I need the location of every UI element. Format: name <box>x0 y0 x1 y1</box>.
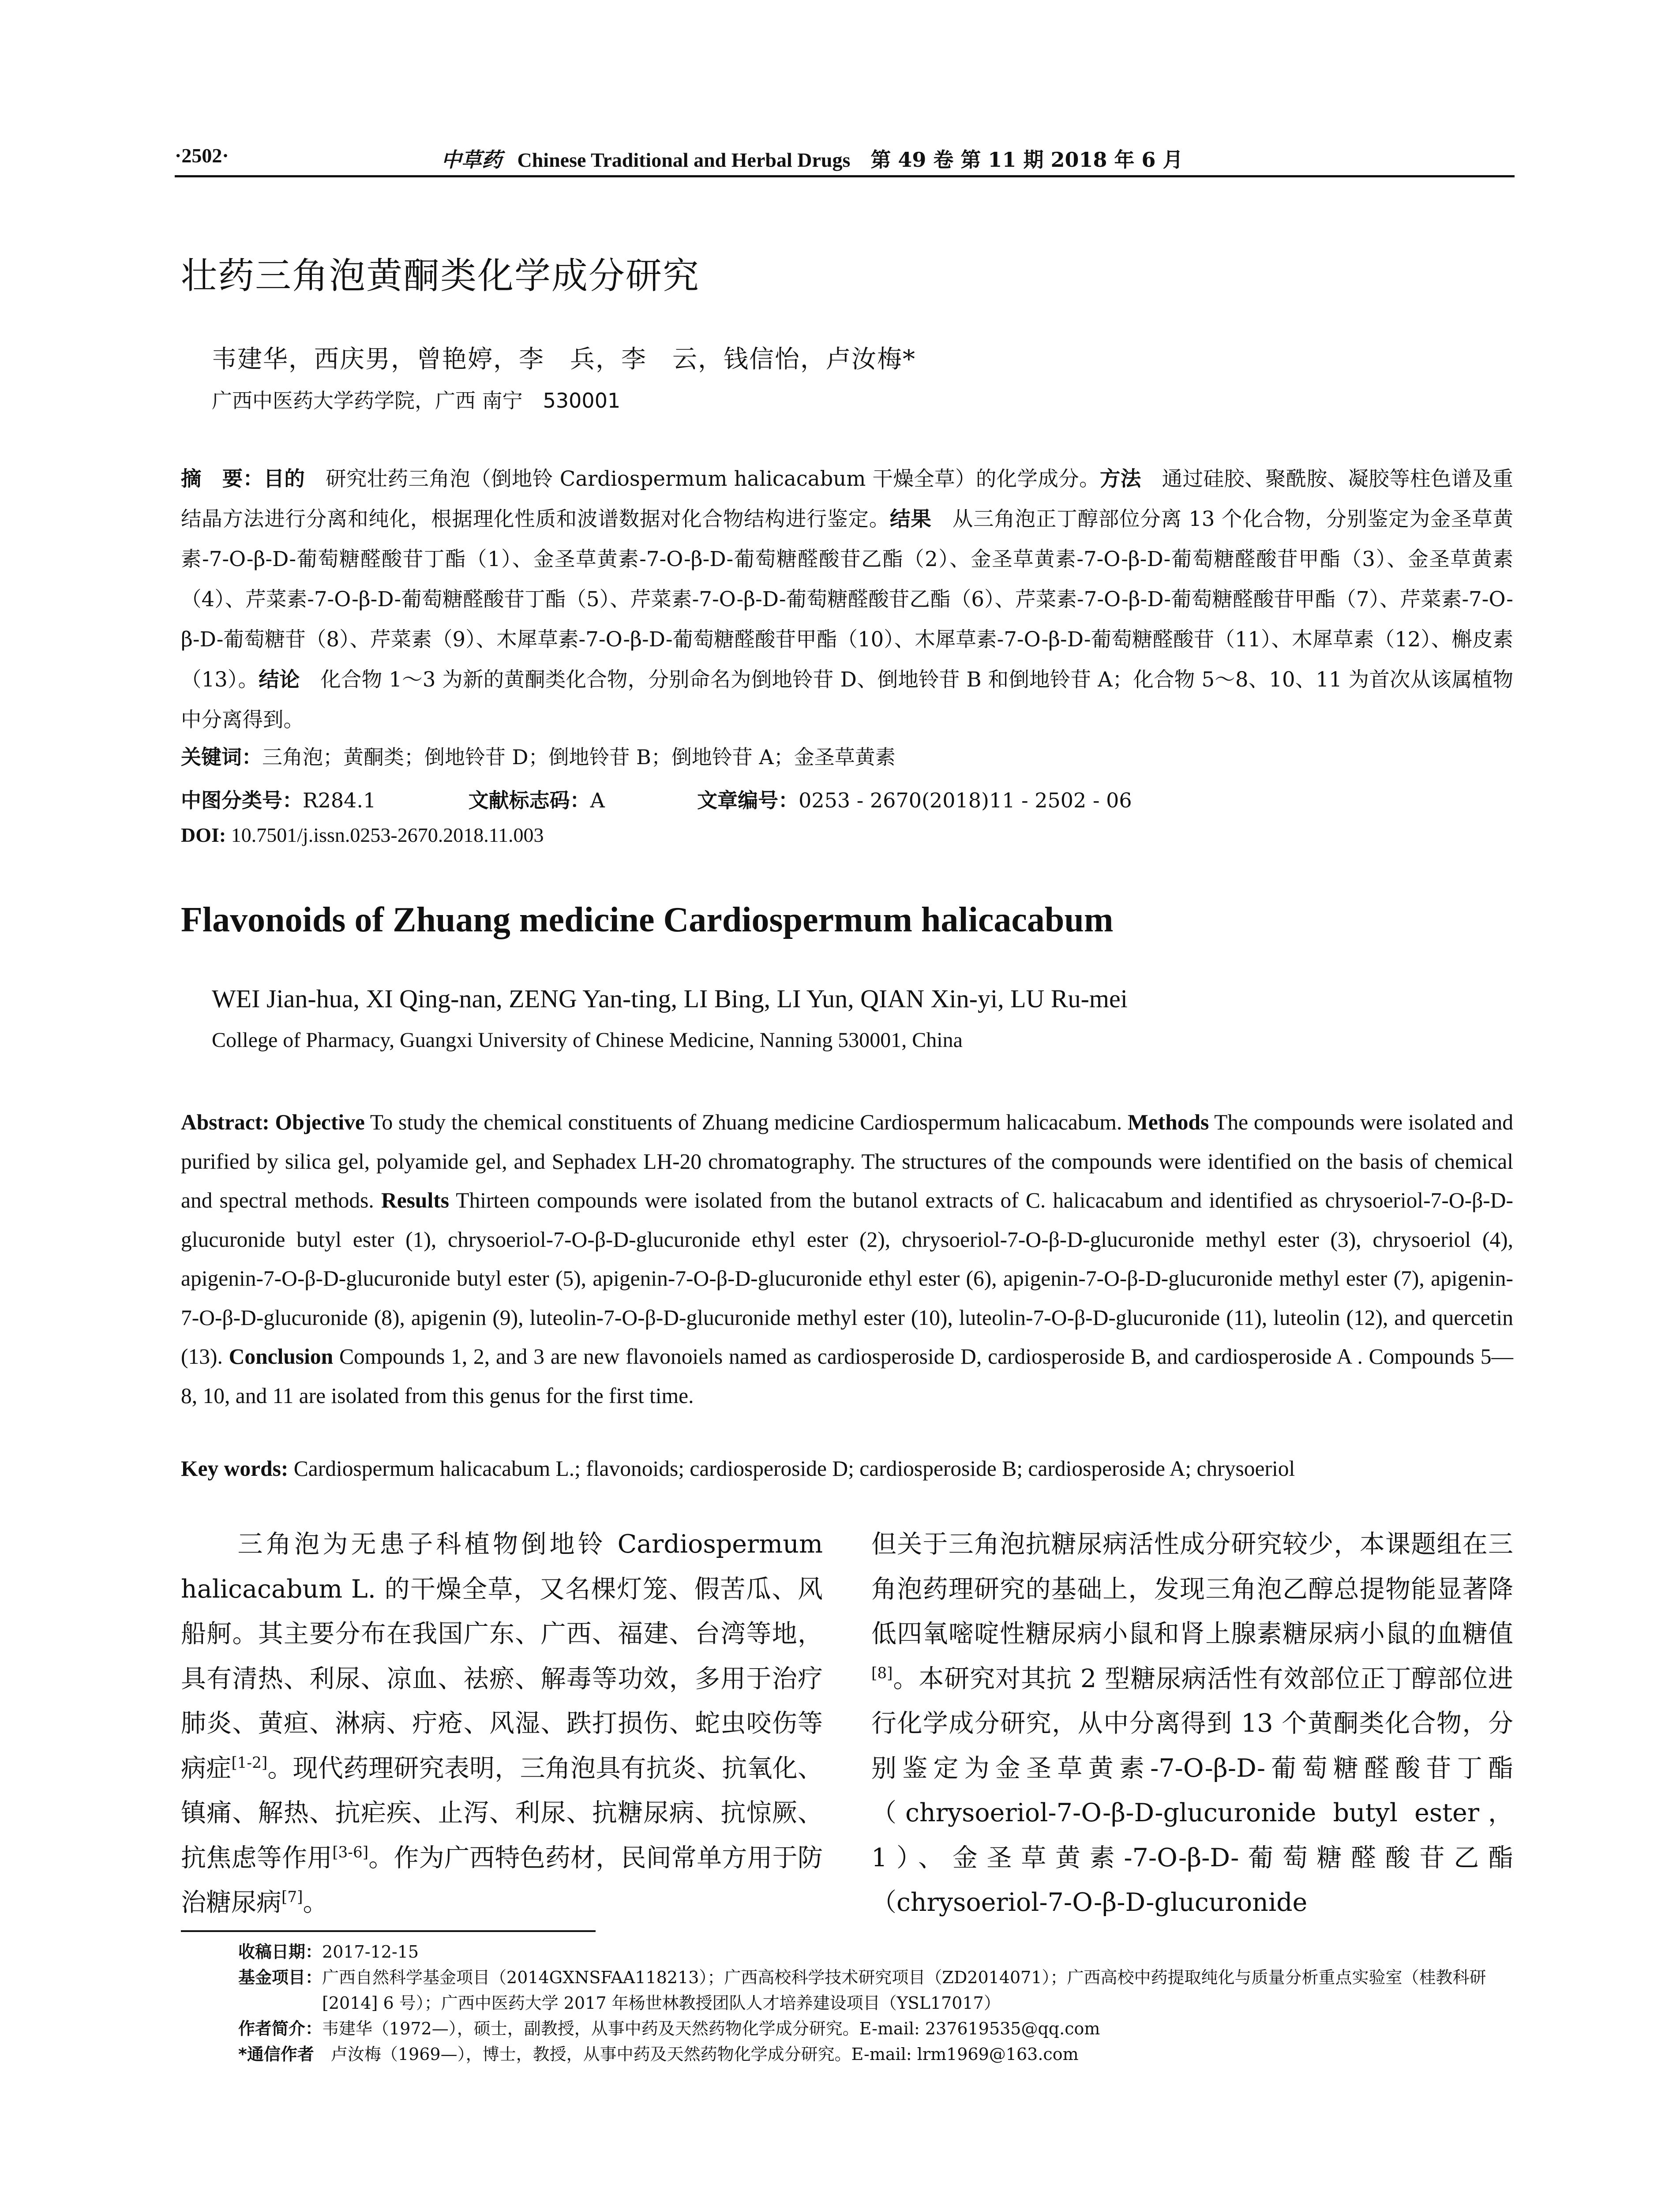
body-left-text-4: 。 <box>303 1888 328 1917</box>
doi-label: DOI: <box>181 824 226 846</box>
results-text: 从三角泡正丁醇部位分离 13 个化合物，分别鉴定为金圣草黄素-7-O-β-D-葡萄糖醛酸苷丁酯（1）、金圣草黄素-7-O-β-D-葡萄糖醛酸苷乙酯（2）、金圣草黄素-7-O-β-D-葡萄糖醛酸苷甲酯（3）、金圣草黄素（4）、芹菜素-7-O-β-D-葡萄糖醛酸苷丁酯（5）、芹菜素-7-O-β-D-葡萄糖醛酸苷乙酯（6）、芹菜素-7-O-β-D-葡萄糖醛酸苷甲酯（7）、芹菜素-7-O-β-D-葡萄糖苷（8）、芹菜素（9）、木犀草素-7-O-β-D-葡萄糖醛酸苷甲酯（10）、木犀草素-7-O-β-D-葡萄糖醛酸苷（11）、木犀草素（12）、槲皮素（13）。 <box>181 507 1514 691</box>
classification-line <box>181 784 1132 814</box>
objective-label: 目的 <box>263 467 305 491</box>
en-methods-label: Methods <box>1128 1110 1209 1134</box>
received-label: 收稿日期： <box>238 1942 322 1962</box>
en-methods-text: The compounds were isolated and purified by silica gel, polyamide gel, and Sephadex LH-20 chromatography. The structures of the compounds were identified on the basis of chemical and spectral methods. <box>181 1110 1513 1212</box>
en-conclusion-text: Compounds 1, 2, and 3 are new flavonoiels named as cardiosperoside D, cardiosperoside B, and cardiosperoside A . Compounds 5—8, 10, and 11 are isolated from this genus for the first time. <box>181 1344 1513 1408</box>
english-title: Flavonoids of Zhuang medicine Cardiospermum halicacabum <box>181 900 1114 939</box>
header-rule <box>175 175 1515 177</box>
en-keywords-label: Key words: <box>181 1456 289 1481</box>
article-number-label: 文章编号： <box>697 788 799 812</box>
citation-3-6: [3-6] <box>332 1843 369 1861</box>
chinese-authors: 韦建华，西庆男，曾艳婷，李 兵，李 云，钱信怡，卢汝梅* <box>212 345 916 374</box>
keywords-text: 三角泡；黄酮类；倒地铃苷 D；倒地铃苷 B；倒地铃苷 A；金圣草黄素 <box>262 745 896 769</box>
english-affiliation: College of Pharmacy, Guangxi University of Chinese Medicine, Nanning 530001, China <box>212 1028 963 1052</box>
doi-line <box>181 823 544 847</box>
running-header <box>441 144 1183 173</box>
body-left-text-3: 。作为广西特色药材，民间常单方用于防治糖尿病 <box>181 1843 823 1917</box>
journal-issue: 第 49 卷 第 11 期 2018 年 6 月 <box>870 148 1183 172</box>
en-abstract-label: Abstract: Objective <box>181 1110 365 1134</box>
results-label: 结果 <box>890 507 932 531</box>
page-number: ·2502· <box>175 144 229 167</box>
author-bio-text: 韦建华（1972—），硕士，副教授，从事中药及天然药物化学成分研究。E-mail: 237619535@qq.com <box>322 2019 1100 2038</box>
article-number-value: 0253 - 2670(2018)11 - 2502 - 06 <box>799 788 1132 812</box>
fund-label: 基金项目： <box>238 1968 322 1987</box>
keywords-label: 关键词： <box>181 745 262 769</box>
clc-label: 中图分类号： <box>181 788 303 812</box>
en-conclusion-label: Conclusion <box>229 1344 334 1369</box>
chinese-keywords <box>181 741 896 770</box>
english-keywords <box>181 1456 1549 1481</box>
en-results-text: Thirteen compounds were isolated from the butanol extracts of C. halicacabum and identified as chrysoeriol-7-O-β-D-glucuronide butyl ester (1), chrysoeriol-7-O-β-D-glucuronide ethyl ester (2), chrysoeriol-7-O-β-D-glucuronide methyl ester (3), chrysoeriol (4), apigenin-7-O-β-D-glucuronide butyl ester (5), apigenin-7-O-β-D-glucuronide ethyl ester (6), apigenin-7-O-β-D-glucuronide methyl ester (7), apigenin-7-O-β-D-glucuronide (8), apigenin (9), luteolin-7-O-β-D-glucuronide methyl ester (10), luteolin-7-O-β-D-glucuronide (11), luteolin (12), and quercetin (13). <box>181 1188 1514 1369</box>
citation-7: [7] <box>281 1888 303 1906</box>
footnote-fund <box>238 1965 1518 2016</box>
methods-text: 通过硅胶、聚酰胺、凝胶等柱色谱及重结晶方法进行分离和纯化，根据理化性质和波谱数据对化合物结构进行鉴定。 <box>181 467 1513 531</box>
english-authors: WEI Jian-hua, XI Qing-nan, ZENG Yan-ting, LI Bing, LI Yun, QIAN Xin-yi, LU Ru-mei <box>212 984 1128 1013</box>
footnote-author <box>238 2016 1518 2041</box>
en-objective-text: To study the chemical constituents of Zhuang medicine Cardiospermum halicacabum. <box>364 1110 1122 1134</box>
fund-text: 广西自然科学基金项目（2014GXNSFAA118213）；广西高校科学技术研究项目（ZD2014071）；广西高校中药提取纯化与质量分析重点实验室（桂教科研[2014] 6 号）；广西中医药大学 2017 年杨世林教授团队人才培养建设项目（YSL17017） <box>322 1968 1486 2013</box>
footnote-corresponding <box>238 2041 1518 2067</box>
conclusion-text: 化合物 1～3 为新的黄酮类化合物，分别命名为倒地铃苷 D、倒地铃苷 B 和倒地铃苷 A；化合物 5～8、10、11 为首次从该属植物中分离得到。 <box>181 668 1514 732</box>
journal-name-en: Chinese Traditional and Herbal Drugs <box>517 149 851 171</box>
doccode-label: 文献标志码： <box>468 788 590 812</box>
doccode-value: A <box>590 788 605 812</box>
footnote-rule <box>181 1930 596 1932</box>
abstract-label: 摘 要： <box>181 467 264 491</box>
body-column-left <box>181 1522 823 1925</box>
objective-text: 研究壮药三角泡（倒地铃 Cardiospermum halicacabum 干燥全草）的化学成分。 <box>305 467 1100 491</box>
footnote-received <box>238 1939 1518 1965</box>
body-right-text-2: 。本研究对其抗 2 型糖尿病活性有效部位正丁醇部位进行化学成分研究，从中分离得到 13 个黄酮类化合物，分别鉴定为金圣草黄素-7-O-β-D-葡萄糖醛酸苷丁酯（chrysoeriol-7-O-β-D-glucuronide butyl ester，1）、金圣草黄素-7-O-β-D-葡萄糖醛酸苷乙酯（chrysoeriol-7-O-β-D-glucuronide <box>871 1664 1513 1917</box>
body-left-text-1: 三角泡为无患子科植物倒地铃 Cardiospermum halicacabum L. 的干燥全草，又名棵灯笼、假苦瓜、风船舸。其主要分布在我国广东、广西、福建、台湾等地，具有清热、利尿、凉血、祛瘀、解毒等功效，多用于治疗肺炎、黄疸、淋病、疔疮、风湿、跌打损伤、蛇虫咬伤等病症 <box>181 1530 823 1783</box>
body-left-text-2: 。现代药理研究表明，三角泡具有抗炎、抗氧化、镇痛、解热、抗疟疾、止泻、利尿、抗糖尿病、抗惊厥、抗焦虑等作用 <box>181 1753 823 1872</box>
english-abstract <box>181 1103 1513 1415</box>
footnotes <box>238 1939 1518 2067</box>
received-date: 2017-12-15 <box>322 1942 419 1962</box>
body-right-text-1: 但关于三角泡抗糖尿病活性成分研究较少，本课题组在三角泡药理研究的基础上，发现三角泡乙醇总提物能显著降低四氧嘧啶性糖尿病小鼠和肾上腺素糖尿病小鼠的血糖值 <box>871 1530 1513 1648</box>
citation-8: [8] <box>871 1664 893 1682</box>
chinese-abstract <box>181 459 1513 740</box>
chinese-affiliation: 广西中医药大学药学院，广西 南宁 530001 <box>212 389 621 413</box>
chinese-title: 壮药三角泡黄酮类化学成分研究 <box>181 255 700 297</box>
corresponding-text: 卢汝梅（1969—），博士，教授，从事中药及天然药物化学成分研究。E-mail: lrm1969@163.com <box>314 2045 1079 2064</box>
journal-name-cn: 中草药 <box>441 148 502 172</box>
en-keywords-text: Cardiospermum halicacabum L.; flavonoids; cardiosperoside D; cardiosperoside B; cardiosperoside A; chrysoeriol <box>293 1456 1295 1481</box>
corresponding-label: *通信作者 <box>238 2045 314 2064</box>
body-column-right <box>871 1522 1513 1925</box>
conclusion-label: 结论 <box>259 668 300 691</box>
methods-label: 方法 <box>1100 467 1141 491</box>
en-results-label: Results <box>381 1188 449 1212</box>
citation-1-2: [1-2] <box>231 1754 268 1772</box>
author-bio-label: 作者简介： <box>238 2019 322 2038</box>
doi-value: 10.7501/j.issn.0253-2670.2018.11.003 <box>231 824 544 846</box>
clc-value: R284.1 <box>303 788 376 812</box>
